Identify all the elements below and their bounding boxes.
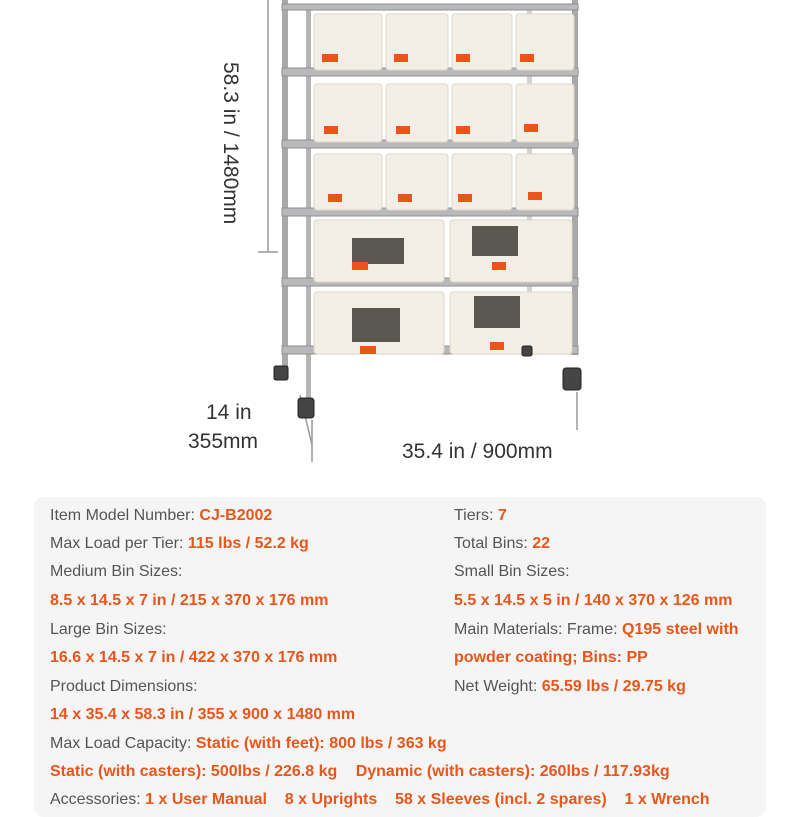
spec-capacity: Max Load Capacity: Static (with feet): 800 lbs / 363 kg	[50, 735, 447, 752]
spec-small-label: Small Bin Sizes:	[454, 563, 570, 580]
specifications-card	[34, 497, 766, 817]
spec-model: Item Model Number: CJ-B2002	[50, 507, 273, 524]
spec-capacity-casters: Static (with casters): 500lbs / 226.8 kg Dynamic (with casters): 260lbs / 117.93kg	[50, 763, 670, 780]
spec-product-dim-label: Product Dimensions:	[50, 678, 198, 695]
spec-materials: Main Materials: Frame: Q195 steel with	[454, 621, 739, 638]
spec-accessories: Accessories: 1 x User Manual 8 x Uprights 58 x Sleeves (incl. 2 spares) 1 x Wrench	[50, 791, 710, 808]
depth-dimension	[188, 398, 258, 456]
spec-max-load: Max Load per Tier: 115 lbs / 52.2 kg	[50, 535, 309, 552]
spec-product-dim-value: 14 x 35.4 x 58.3 in / 355 x 900 x 1480 mm	[50, 706, 356, 723]
depth-mm-label: 355mm	[188, 430, 259, 453]
spec-total-bins: Total Bins: 22	[454, 535, 551, 552]
spec-large-label: Large Bin Sizes:	[50, 621, 167, 638]
width-dimension: 35.4 in / 900mm	[402, 440, 553, 463]
spec-small-value: 5.5 x 14.5 x 5 in / 140 x 370 x 126 mm	[454, 592, 733, 609]
spec-medium-label: Medium Bin Sizes:	[50, 563, 183, 580]
spec-medium-value: 8.5 x 14.5 x 7 in / 215 x 370 x 176 mm	[50, 592, 329, 609]
depth-in-label: 14 in	[206, 401, 252, 424]
spec-tiers: Tiers: 7	[454, 507, 507, 524]
height-label: 58.3 in / 1480mm	[219, 62, 242, 225]
height-dimension	[200, 60, 260, 250]
spec-materials-value: powder coating; Bins: PP	[454, 649, 648, 666]
spec-net-weight: Net Weight: 65.59 lbs / 29.75 kg	[454, 678, 686, 695]
spec-large-value: 16.6 x 14.5 x 7 in / 422 x 370 x 176 mm	[50, 649, 338, 666]
